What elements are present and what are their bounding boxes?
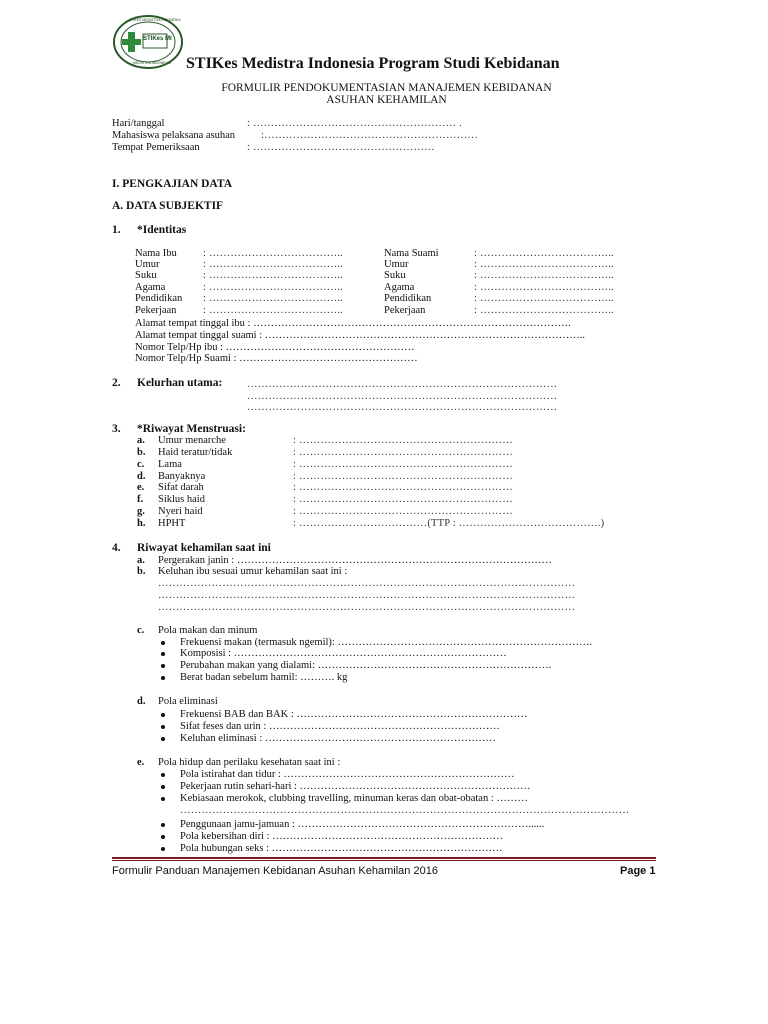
menstruasi-label-f: Siklus haid <box>158 494 205 505</box>
keluhan-number: 2. <box>112 377 121 389</box>
pola-makan-perubahan: Perubahan makan yang dialami: …………………………………………………………. <box>180 660 552 671</box>
footer-page-number: Page 1 <box>620 865 656 877</box>
bullet-marker <box>161 737 165 741</box>
footer-doc-title: Formulir Panduan Manajemen Kebidanan Asuhan Kehamilan 2016 <box>112 865 438 877</box>
meta-label-mahasiswa: Mahasiswa pelaksana asuhan <box>112 130 236 141</box>
meta-label-tempat: Tempat Pemeriksaan <box>112 142 200 153</box>
ibu-label-suku: Suku <box>135 270 157 281</box>
pola-eliminasi-title: Pola eliminasi <box>158 696 218 707</box>
kehamilan-keluhan-line-1: ……………………………………………………………………………………………………… <box>158 578 576 589</box>
form-title-line-2: ASUHAN KEHAMILAN <box>326 94 447 106</box>
kehamilan-title: Riwayat kehamilan saat ini <box>137 542 271 554</box>
suami-value-nama: : ……………………………….. <box>474 248 614 259</box>
logo-text-bottom: MEDISTRA INDONESIA <box>133 61 172 65</box>
menstruasi-value-b: : …………………………………………………… <box>293 447 513 458</box>
ibu-value-pekerjaan: : ……………………………….. <box>203 305 343 316</box>
menstruasi-label-c: Lama <box>158 459 182 470</box>
kehamilan-key-b: b. <box>137 566 146 577</box>
bullet-marker <box>161 773 165 777</box>
meta-value-mahasiswa: :…………………………………………………… <box>261 130 479 141</box>
bullet-marker <box>161 797 165 801</box>
ibu-value-agama: : ……………………………….. <box>203 282 343 293</box>
eliminasi-frekuensi: Frekuensi BAB dan BAK : ………………………………………………………… <box>180 709 528 720</box>
bullet-marker <box>161 713 165 717</box>
menstruasi-title: *Riwayat Menstruasi: <box>137 423 246 435</box>
institution-logo <box>112 14 184 70</box>
suami-label-suku: Suku <box>384 270 406 281</box>
suami-value-pendidikan: : ……………………………….. <box>474 293 614 304</box>
footer-divider-thin <box>112 860 656 861</box>
bullet-marker <box>161 835 165 839</box>
ibu-label-umur: Umur <box>135 259 160 270</box>
pola-makan-berat-badan: Berat badan sebelum hamil: ………. kg <box>180 672 348 683</box>
kehamilan-pergerakan-janin: Pergerakan janin : ……………………………………………………………………………… <box>158 555 552 566</box>
menstruasi-key-g: g. <box>137 506 145 517</box>
identitas-title: *Identitas <box>137 224 187 236</box>
suami-value-pekerjaan: : ……………………………….. <box>474 305 614 316</box>
institution-title: STIKes Medistra Indonesia Program Studi Kebidanan <box>186 55 560 72</box>
pekerjaan-rutin: Pekerjaan rutin sehari-hari : ………………………………………………………… <box>180 781 531 792</box>
suami-label-nama: Nama Suami <box>384 248 439 259</box>
suami-label-pekerjaan: Pekerjaan <box>384 305 426 316</box>
bullet-marker <box>161 641 165 645</box>
menstruasi-key-f: f. <box>137 494 144 505</box>
menstruasi-key-e: e. <box>137 482 145 493</box>
menstruasi-label-a: Umur menarche <box>158 435 226 446</box>
menstruasi-label-h: HPHT <box>158 518 186 529</box>
kebiasaan-merokok: Kebiasaan merokok, clubbing travelling, minuman keras dan obat-obatan : ……… <box>180 793 528 804</box>
menstruasi-value-c: : …………………………………………………… <box>293 459 513 470</box>
telp-ibu-line: Nomor Telp/Hp ibu : ……………………………………………… <box>135 342 415 353</box>
pola-makan-komposisi: Komposisi : …………………………………………………………………… <box>180 648 507 659</box>
ibu-value-pendidikan: : ……………………………….. <box>203 293 343 304</box>
menstruasi-label-d: Banyaknya <box>158 471 206 482</box>
menstruasi-key-h: h. <box>137 518 146 529</box>
ibu-label-pekerjaan: Pekerjaan <box>135 305 177 316</box>
keluhan-line-2: …………………………………………………………………………… <box>247 391 558 402</box>
alamat-ibu-line: Alamat tempat tinggal ibu : ………………………………………………………………………………. <box>135 318 571 329</box>
kehamilan-number: 4. <box>112 542 121 554</box>
menstruasi-value-g: : …………………………………………………… <box>293 506 513 517</box>
pola-kebersihan: Pola kebersihan diri : ………………………………………………………… <box>180 831 504 842</box>
ibu-value-umur: : ……………………………….. <box>203 259 343 270</box>
section-data-subjektif: A. DATA SUBJEKTIF <box>112 200 224 212</box>
bullet-marker <box>161 652 165 656</box>
keluhan-title: Kelurhan utama: <box>137 377 223 389</box>
pola-hidup-title: Pola hidup dan perilaku kesehatan saat ini : <box>158 757 341 768</box>
pola-makan-frekuensi: Frekuensi makan (termasuk ngemil): ………………………………………………………………. <box>180 637 593 648</box>
menstruasi-value-a: : …………………………………………………… <box>293 435 513 446</box>
form-title-line-1: FORMULIR PENDOKUMENTASIAN MANAJEMEN KEBIDANAN <box>221 82 552 94</box>
kehamilan-key-d: d. <box>137 696 146 707</box>
kehamilan-key-a: a. <box>137 555 145 566</box>
ibu-label-agama: Agama <box>135 282 166 293</box>
meta-value-tempat: : …………………………………………… <box>247 142 435 153</box>
kehamilan-keluhan-line-3: ……………………………………………………………………………………………………… <box>158 602 576 613</box>
menstruasi-key-a: a. <box>137 435 145 446</box>
pola-istirahat: Pola istirahat dan tidur : ………………………………………………………… <box>180 769 515 780</box>
identitas-number: 1. <box>112 224 121 236</box>
kebiasaan-continuation-line: ……………………………………………………………………………………………………………… <box>180 805 630 816</box>
suami-value-suku: : ……………………………….. <box>474 270 614 281</box>
section-pengkajian-data: I. PENGKAJIAN DATA <box>112 178 233 190</box>
menstruasi-number: 3. <box>112 423 121 435</box>
penggunaan-jamu: Penggunaan jamu-jamuan : …………………………………………………………...... <box>180 819 545 830</box>
ibu-label-pendidikan: Pendidikan <box>135 293 183 304</box>
suami-label-pendidikan: Pendidikan <box>384 293 432 304</box>
pola-hubungan-seks: Pola hubungan seks : ………………………………………………………… <box>180 843 503 854</box>
footer-divider-thick <box>112 857 656 859</box>
kehamilan-keluhan-ibu: Keluhan ibu sesuai umur kehamilan saat ini : <box>158 566 348 577</box>
menstruasi-key-d: d. <box>137 471 146 482</box>
ibu-value-nama: : ……………………………….. <box>203 248 343 259</box>
pola-makan-title: Pola makan dan minum <box>158 625 258 636</box>
bullet-marker <box>161 664 165 668</box>
bullet-marker <box>161 785 165 789</box>
ibu-value-suku: : ……………………………….. <box>203 270 343 281</box>
menstruasi-key-c: c. <box>137 459 145 470</box>
kehamilan-keluhan-line-2: ……………………………………………………………………………………………………… <box>158 590 576 601</box>
keluhan-line-1: …………………………………………………………………………… <box>247 379 558 390</box>
kehamilan-key-c: c. <box>137 625 145 636</box>
suami-label-umur: Umur <box>384 259 409 270</box>
ibu-label-nama: Nama Ibu <box>135 248 177 259</box>
logo-label: STIKes MI <box>143 36 172 42</box>
bullet-marker <box>161 676 165 680</box>
suami-label-agama: Agama <box>384 282 415 293</box>
meta-label-hari: Hari/tanggal <box>112 118 165 129</box>
keluhan-line-3: …………………………………………………………………………… <box>247 402 558 413</box>
menstruasi-label-b: Haid teratur/tidak <box>158 447 233 458</box>
kehamilan-key-e: e. <box>137 757 145 768</box>
bullet-marker <box>161 725 165 729</box>
telp-suami-line: Nomor Telp/Hp Suami : …………………………………………… <box>135 353 418 364</box>
eliminasi-sifat: Sifat feses dan urin : ………………………………………………………… <box>180 721 500 732</box>
menstruasi-label-e: Sifat darah <box>158 482 204 493</box>
menstruasi-value-e: : …………………………………………………… <box>293 482 513 493</box>
eliminasi-keluhan: Keluhan eliminasi : ………………………………………………………… <box>180 733 496 744</box>
meta-value-hari: : ………………………………………………… . <box>247 118 462 129</box>
menstruasi-value-h: : ………………………………(TTP : ………………………………….) <box>293 518 605 529</box>
menstruasi-value-d: : …………………………………………………… <box>293 471 513 482</box>
alamat-suami-line: Alamat tempat tinggal suami : ……………………………………………………………………………….. <box>135 330 586 341</box>
bullet-marker <box>161 823 165 827</box>
menstruasi-value-f: : …………………………………………………… <box>293 494 513 505</box>
suami-value-agama: : ……………………………….. <box>474 282 614 293</box>
suami-value-umur: : ……………………………….. <box>474 259 614 270</box>
logo-text-top: STIKES MEDISTRA INDONESIA <box>129 18 181 22</box>
menstruasi-label-g: Nyeri haid <box>158 506 203 517</box>
menstruasi-key-b: b. <box>137 447 146 458</box>
bullet-marker <box>161 847 165 851</box>
